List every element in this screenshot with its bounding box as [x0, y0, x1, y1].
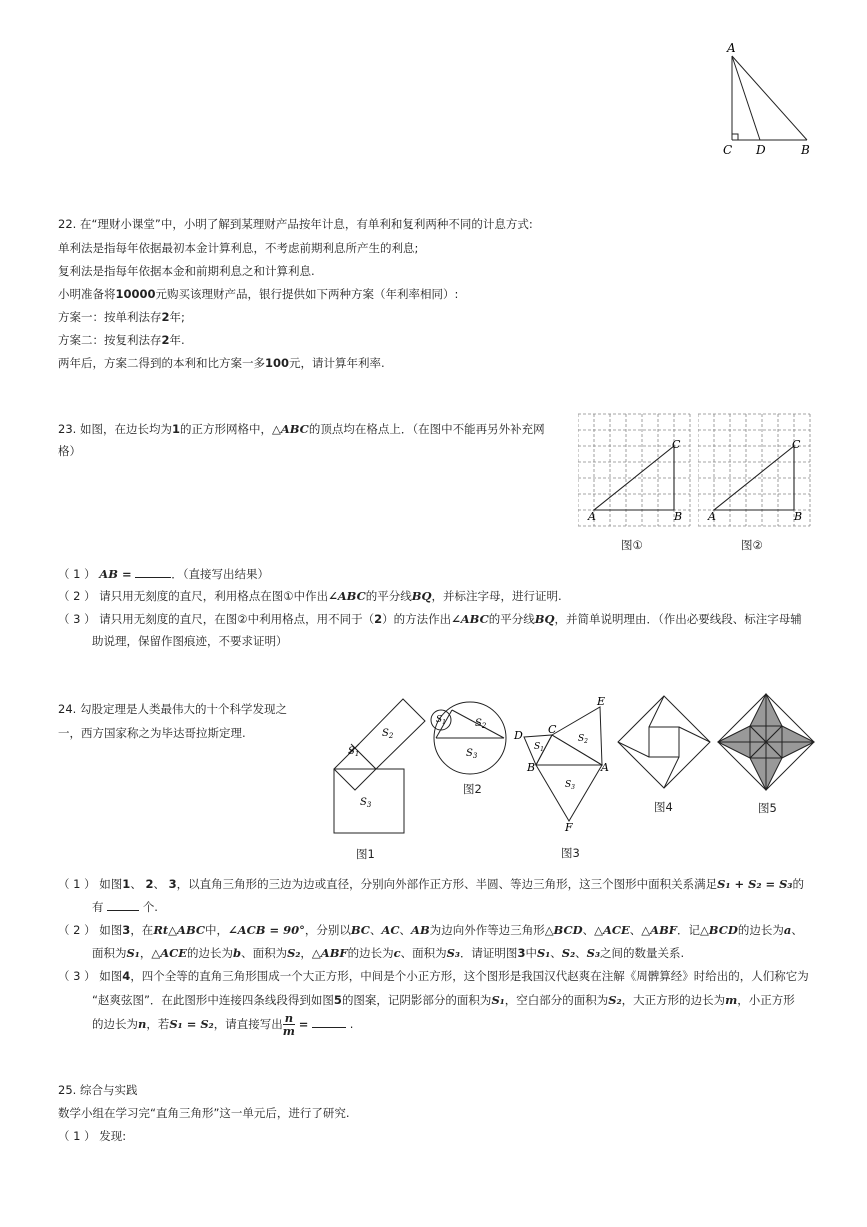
q24-part-1: （ 1 ） 如图1、 2、 3，以直角三角形的三边为边或直径，分别向外部作正方形、半圆、等边三角形，这三个图形中面积关系满足S₁ + S₂ = S₃的	[58, 877, 804, 891]
label-s1: $S_1$	[436, 715, 446, 726]
q22-line-compound-interest: 复利法是指每年依据本金和前期利息之和计算利息.	[58, 264, 315, 278]
figure-caption-2: 图2	[463, 782, 482, 796]
figure-caption-1: 图①	[621, 538, 643, 552]
q23-part-2: （ 2 ） 请只用无刻度的直尺，利用格点在图①中作出∠ABC的平分线BQ，并标注字母，进行证明.	[58, 589, 562, 603]
fraction-n-over-m: $\frac{n}{m}$	[282, 1011, 295, 1038]
q24-part-2: （ 2 ） 如图3，在Rt△ABC中，∠ACB = 90°，分别以BC、AC、AB为边向外作等边三角形△BCD、△ACE、△ABF．记△BCD的边长为a、	[58, 923, 803, 937]
label-s2: $S_2$	[475, 718, 487, 730]
point-label-a: A	[588, 510, 596, 523]
point-label-b: B	[527, 761, 536, 774]
q24-part-2-cont: 面积为S₁，△ACE的边长为b、面积为S₂，△ABF的边长为c、面积为S₃．请证明图3中S₁、S₂、S₃之间的数量关系.	[92, 946, 685, 960]
label-s1: $S_1$	[534, 742, 544, 753]
label-s3: $S_3$	[565, 780, 575, 791]
point-label-d: D	[756, 143, 766, 157]
grid-figure-2	[698, 412, 812, 532]
figure-5-pinwheel	[716, 692, 816, 792]
q23-heading-cont: 格）	[58, 444, 81, 458]
segment-ab	[732, 56, 807, 140]
small-square	[649, 727, 679, 757]
point-label-b: B	[801, 143, 810, 157]
figure-4-zhaoshuang	[616, 694, 714, 792]
q25-heading: 25. 综合与实践	[58, 1083, 138, 1097]
answer-blank[interactable]	[107, 910, 139, 911]
triangle-abf	[536, 765, 602, 821]
q23-heading: 23. 如图，在边长均为1的正方形网格中，△ABC的顶点均在格点上．（在图中不能再另外补充网	[58, 422, 545, 436]
figure-2-semicircles	[430, 698, 510, 778]
segment-ad	[732, 56, 760, 140]
point-label-c: C	[548, 723, 557, 736]
label-s2: $S_2$	[382, 728, 394, 740]
q23-part-3-cont: 助说理，保留作图痕迹，不要求证明）	[92, 634, 288, 648]
q22-line-simple-interest: 单利法是指每年依据最初本金计算利息，不考虑前期利息所产生的利息;	[58, 241, 419, 255]
q23-part-3: （ 3 ） 请只用无刻度的直尺，在图②中利用格点，用不同于（2）的方法作出∠ABC的平分线BQ，并简单说明理由．（作出必要线段、标注字母辅	[58, 612, 802, 626]
point-label-b: B	[674, 510, 683, 523]
q22-line-plan-two: 方案二：按复利法存2年.	[58, 333, 185, 347]
q24-heading: 24. 勾股定理是人类最伟大的十个科学发现之	[58, 702, 287, 716]
q25-part-1: （ 1 ） 发现:	[58, 1129, 127, 1143]
label-s3: $S_3$	[360, 797, 372, 809]
q24-part-3: （ 3 ） 如图4，四个全等的直角三角形围成一个大正方形，中间是个小正方形，这个图形是我国汉代赵爽在注解《周髀算经》时给出的，人们称它为	[58, 969, 809, 983]
figure-triangle-acdb	[715, 38, 815, 160]
grid-figure-1	[578, 412, 692, 532]
point-label-a: A	[708, 510, 716, 523]
q24-part-3-cont2: 的边长为n，若S₁ = S₂，请直接写出 $\frac{n}{m}$ = .	[92, 1011, 354, 1038]
right-angle-mark	[732, 134, 738, 140]
point-label-e: E	[597, 695, 606, 708]
triangle-ace	[552, 707, 602, 765]
label-s1: $S_1$	[348, 746, 360, 758]
figure-caption-2: 图②	[741, 538, 763, 552]
q24-part-1-cont: 有 个.	[92, 900, 158, 914]
point-label-a: A	[727, 41, 736, 55]
figure-caption-1: 图1	[356, 847, 375, 861]
label-s3: $S_3$	[466, 748, 478, 760]
answer-blank[interactable]	[135, 577, 171, 578]
q22-line-principal: 小明准备将10000元购买该理财产品，银行提供如下两种方案（年利率相同）:	[58, 287, 459, 301]
point-label-c: C	[792, 438, 801, 451]
figure-3-equilateral	[510, 693, 620, 838]
figure-caption-4: 图4	[654, 800, 673, 814]
figure-caption-3: 图3	[561, 846, 580, 860]
q22-line-question: 两年后，方案二得到的本利和比方案一多100元，请计算年利率.	[58, 356, 385, 370]
q22-heading: 22. 在“理财小课堂”中，小明了解到某理财产品按年计息，有单利和复利两种不同的计息方式:	[58, 217, 533, 231]
point-label-c: C	[723, 143, 733, 157]
point-label-f: F	[565, 821, 573, 834]
figure-1-squares	[305, 693, 431, 835]
point-label-a: A	[601, 761, 609, 774]
q25-intro: 数学小组在学习完“直角三角形”这一单元后，进行了研究.	[58, 1106, 350, 1120]
q24-heading-cont: 一，西方国家称之为毕达哥拉斯定理.	[58, 726, 246, 740]
q23-part-1: （ 1 ） AB = ．（直接写出结果）	[58, 567, 269, 581]
figure-caption-5: 图5	[758, 801, 777, 815]
point-label-d: D	[514, 729, 523, 742]
answer-blank[interactable]	[312, 1027, 346, 1028]
point-label-c: C	[672, 438, 681, 451]
point-label-b: B	[794, 510, 803, 523]
label-s2: $S_2$	[578, 734, 588, 745]
big-square	[618, 696, 710, 788]
q24-part-3-cont: “赵爽弦图”．在此图形中连接四条线段得到如图5的图案，记阴影部分的面积为S₁，空白部分的面积为S₂，大正方形的边长为m，小正方形	[92, 993, 795, 1007]
q22-line-plan-one: 方案一：按单利法存2年;	[58, 310, 185, 324]
